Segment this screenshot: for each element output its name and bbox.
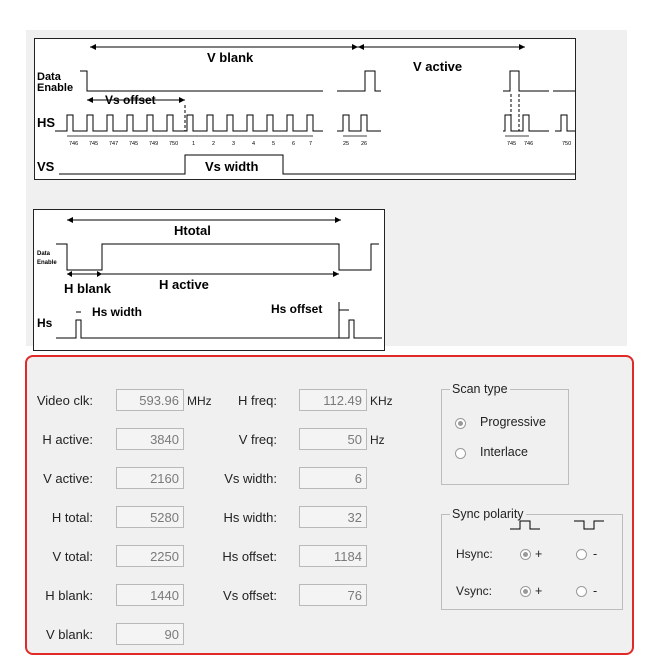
h-blank-field[interactable]: 1440 <box>116 584 184 606</box>
h-freq-unit: KHz <box>370 394 393 408</box>
hs-width-label: Hs width: <box>223 510 277 525</box>
line-number: 747 <box>109 141 119 147</box>
vs-offset-field[interactable]: 76 <box>299 584 367 606</box>
line-number: 750 <box>562 141 572 147</box>
h-active-field[interactable]: 3840 <box>116 428 184 450</box>
h-active-label: H active <box>159 277 209 292</box>
vsync-negative-label[interactable]: - <box>593 584 598 598</box>
vs-width-label: Vs width <box>205 159 259 174</box>
vs-offset-label: Vs offset: <box>223 588 277 603</box>
line-number: 746 <box>69 141 79 147</box>
interlace-label[interactable]: Interlace <box>480 445 528 459</box>
vsync-label: Vsync: <box>456 584 493 598</box>
hs-width-field[interactable]: 32 <box>299 506 367 528</box>
hsync-negative-label[interactable]: - <box>593 547 598 561</box>
progressive-radio[interactable] <box>455 418 466 429</box>
hs-width-label: Hs width <box>92 305 142 319</box>
vs-width-field[interactable]: 6 <box>299 467 367 489</box>
vs-offset-label: Vs offset <box>105 93 156 107</box>
data-enable-label-2: Enable <box>37 82 74 94</box>
vs-width-label: Vs width: <box>224 471 277 486</box>
video-clk-label: Video clk: <box>36 393 93 408</box>
v-freq-unit: Hz <box>370 433 385 447</box>
h-total-field[interactable]: 5280 <box>116 506 184 528</box>
line-number: 745 <box>129 141 139 147</box>
positive-pulse-icon <box>510 521 540 529</box>
line-number: 749 <box>149 141 159 147</box>
htotal-label: Htotal <box>174 223 211 238</box>
h-blank-label: H blank: <box>45 588 93 603</box>
line-number: 745 <box>89 141 99 147</box>
line-number: 7 <box>309 141 313 147</box>
v-blank-label: V blank <box>207 50 254 65</box>
h-freq-label: H freq: <box>237 393 277 408</box>
scan-type-group <box>441 382 569 485</box>
vs-label: VS <box>37 159 55 174</box>
hsync-positive-label[interactable]: + <box>535 547 543 561</box>
h-active-label: H active: <box>42 432 93 447</box>
v-total-label: V total: <box>52 549 93 564</box>
v-freq-label: V freq: <box>238 432 277 447</box>
hs-label: Hs <box>37 316 53 330</box>
line-number: 26 <box>361 141 368 147</box>
hsync-positive-radio[interactable] <box>520 549 531 560</box>
vsync-negative-radio[interactable] <box>576 586 587 597</box>
h-freq-field[interactable]: 112.49 <box>299 389 367 411</box>
hs-label: HS <box>37 115 56 130</box>
hs-offset-field[interactable]: 1184 <box>299 545 367 567</box>
line-number: 3 <box>232 141 236 147</box>
v-freq-field[interactable]: 50 <box>299 428 367 450</box>
hsync-label: Hsync: <box>456 547 493 561</box>
v-active-field[interactable]: 2160 <box>116 467 184 489</box>
line-numbers <box>69 141 571 147</box>
vertical-timing-svg <box>35 39 575 179</box>
line-number: 2 <box>212 141 216 147</box>
v-blank-label: V blank: <box>46 627 93 642</box>
horizontal-timing-svg <box>34 210 384 350</box>
v-active-label: V active <box>413 59 463 74</box>
data-enable-label: Data <box>37 251 51 257</box>
line-number: 4 <box>252 141 256 147</box>
v-active-label: V active: <box>43 471 93 486</box>
hs-offset-label: Hs offset <box>271 302 323 316</box>
data-enable-label: Data <box>37 71 61 83</box>
data-enable-label-2: Enable <box>37 260 57 266</box>
horizontal-timing-diagram <box>33 209 385 351</box>
h-total-label: H total: <box>51 510 93 525</box>
negative-pulse-icon <box>574 521 604 529</box>
line-number: 6 <box>292 141 296 147</box>
v-total-field[interactable]: 2250 <box>116 545 184 567</box>
line-number: 750 <box>169 141 179 147</box>
timing-settings-panel <box>25 355 634 655</box>
video-clk-field[interactable]: 593.96 <box>116 389 184 411</box>
sync-polarity-group <box>441 507 623 610</box>
line-number: 746 <box>524 141 534 147</box>
sync-polarity-title: Sync polarity <box>452 507 524 521</box>
vertical-timing-diagram <box>34 38 576 180</box>
vsync-positive-radio[interactable] <box>520 586 531 597</box>
progressive-label[interactable]: Progressive <box>480 415 546 429</box>
polarity-icons <box>442 517 624 537</box>
h-blank-label: H blank <box>64 281 111 296</box>
hs-offset-label: Hs offset: <box>222 549 277 564</box>
v-blank-field[interactable]: 90 <box>116 623 184 645</box>
hsync-negative-radio[interactable] <box>576 549 587 560</box>
video-clk-unit: MHz <box>187 394 212 408</box>
line-number: 745 <box>507 141 517 147</box>
line-number: 25 <box>343 141 350 147</box>
interlace-radio[interactable] <box>455 448 466 459</box>
line-number: 5 <box>272 141 276 147</box>
scan-type-title: Scan type <box>452 382 508 396</box>
vsync-positive-label[interactable]: + <box>535 584 543 598</box>
line-number: 1 <box>192 141 196 147</box>
